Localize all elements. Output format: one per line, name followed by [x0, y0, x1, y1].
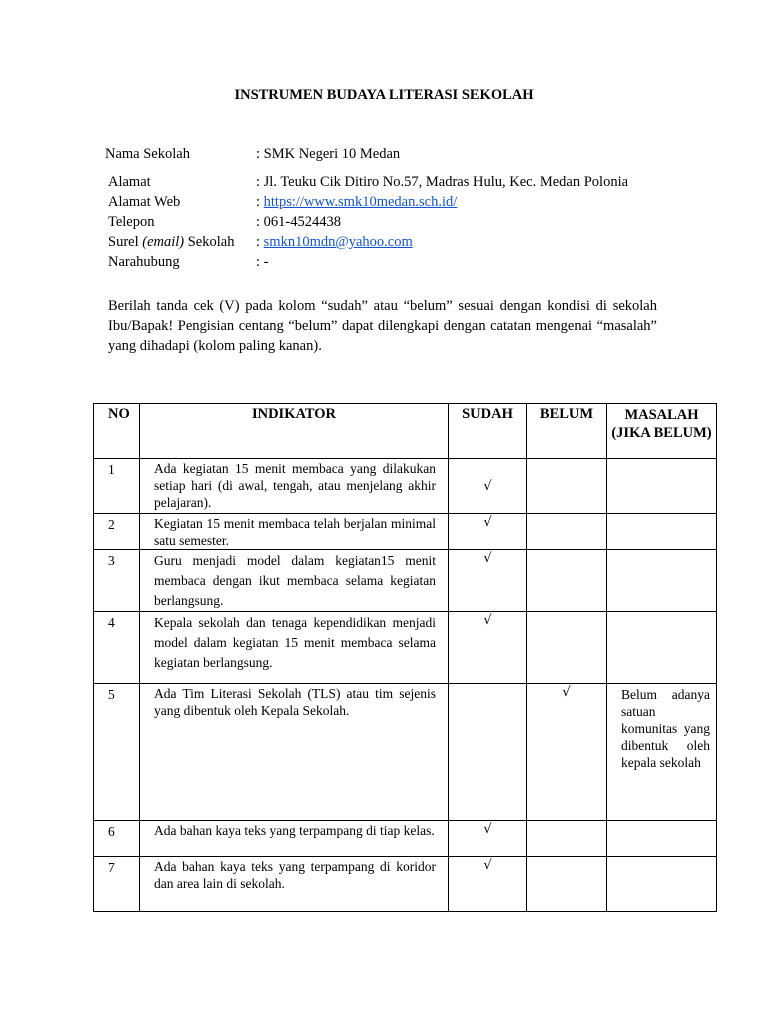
- table-row: [94, 612, 717, 684]
- info-label: Nama Sekolah: [105, 146, 190, 162]
- row-masalah: [607, 550, 717, 612]
- info-label: Alamat: [108, 174, 151, 190]
- row-indikator: Ada Tim Literasi Sekolah (TLS) atau tim sejenis yang dibentuk oleh Kepala Sekolah.: [140, 684, 449, 821]
- header-belum: BELUM: [527, 404, 607, 459]
- info-label: Narahubung: [108, 254, 180, 270]
- row-number: 7: [94, 857, 140, 912]
- row-number: 6: [94, 821, 140, 857]
- header-sudah: SUDAH: [449, 404, 527, 459]
- row-indikator: Kegiatan 15 menit membaca telah berjalan minimal satu semester.: [140, 514, 449, 550]
- row-indikator: Guru menjadi model dalam kegiatan15 menit membaca dengan ikut membaca selama kegiatan berlangsung.: [140, 550, 449, 612]
- info-value: : 061-4524438: [256, 214, 341, 230]
- table-row: [94, 821, 717, 857]
- instructions-paragraph: Berilah tanda cek (V) pada kolom “sudah” atau “belum” sesuai dengan kondisi di sekolah Ibu/Bapak! Pengisian centang “belum” dapat dilengkapi dengan catatan mengenai “masalah” yang dihadapi (kolom paling kanan).: [108, 298, 657, 354]
- table-row: [94, 857, 717, 912]
- info-value: : https://www.smk10medan.sch.id/: [256, 194, 458, 210]
- header-no: NO: [94, 404, 140, 459]
- table-row: [94, 514, 717, 550]
- row-sudah-check: √: [449, 857, 527, 912]
- info-label: Surel (email) Sekolah: [108, 234, 235, 250]
- row-sudah-check: √: [449, 459, 527, 514]
- row-belum-check: [527, 821, 607, 857]
- row-sudah-check: [449, 684, 527, 821]
- info-label: Alamat Web: [108, 194, 181, 210]
- row-indikator: Ada bahan kaya teks yang terpampang di koridor dan area lain di sekolah.: [140, 857, 449, 912]
- table-row: [94, 684, 717, 821]
- table-row: [94, 550, 717, 612]
- row-sudah-check: √: [449, 514, 527, 550]
- info-value: : -: [256, 254, 269, 270]
- literacy-instrument-table: [93, 403, 717, 912]
- row-number: 5: [94, 684, 140, 821]
- header-masalah: MASALAH (JIKA BELUM): [607, 404, 717, 459]
- row-sudah-check: √: [449, 550, 527, 612]
- table-row: [94, 459, 717, 514]
- row-masalah: [607, 459, 717, 514]
- row-belum-check: √: [527, 684, 607, 821]
- row-sudah-check: √: [449, 612, 527, 684]
- info-value: : Jl. Teuku Cik Ditiro No.57, Madras Hulu, Kec. Medan Polonia: [256, 174, 629, 190]
- row-masalah: [607, 821, 717, 857]
- row-indikator: Kepala sekolah dan tenaga kependidikan menjadi model dalam kegiatan 15 menit membaca selama kegiatan berlangsung.: [140, 612, 449, 684]
- email-link[interactable]: smkn10mdn@yahoo.com: [263, 234, 413, 250]
- document-title: INSTRUMEN BUDAYA LITERASI SEKOLAH: [234, 87, 534, 103]
- row-masalah: Belum adanya satuan komunitas yang dibentuk oleh kepala sekolah: [607, 684, 717, 821]
- row-belum-check: [527, 514, 607, 550]
- row-masalah: [607, 612, 717, 684]
- row-sudah-check: √: [449, 821, 527, 857]
- row-indikator: Ada bahan kaya teks yang terpampang di tiap kelas.: [140, 821, 449, 857]
- website-link[interactable]: https://www.smk10medan.sch.id/: [263, 194, 458, 210]
- row-belum-check: [527, 550, 607, 612]
- row-number: 1: [94, 459, 140, 514]
- row-number: 2: [94, 514, 140, 550]
- info-value: : smkn10mdn@yahoo.com: [256, 234, 413, 250]
- table-header-row: [94, 404, 717, 459]
- row-masalah: [607, 857, 717, 912]
- row-number: 3: [94, 550, 140, 612]
- row-number: 4: [94, 612, 140, 684]
- info-label: Telepon: [108, 214, 155, 230]
- row-belum-check: [527, 459, 607, 514]
- row-belum-check: [527, 612, 607, 684]
- info-value: : SMK Negeri 10 Medan: [256, 146, 401, 162]
- row-indikator: Ada kegiatan 15 menit membaca yang dilakukan setiap hari (di awal, tengah, atau menjelang akhir pelajaran).: [140, 459, 449, 514]
- row-masalah: [607, 514, 717, 550]
- row-belum-check: [527, 857, 607, 912]
- header-indikator: INDIKATOR: [140, 404, 449, 459]
